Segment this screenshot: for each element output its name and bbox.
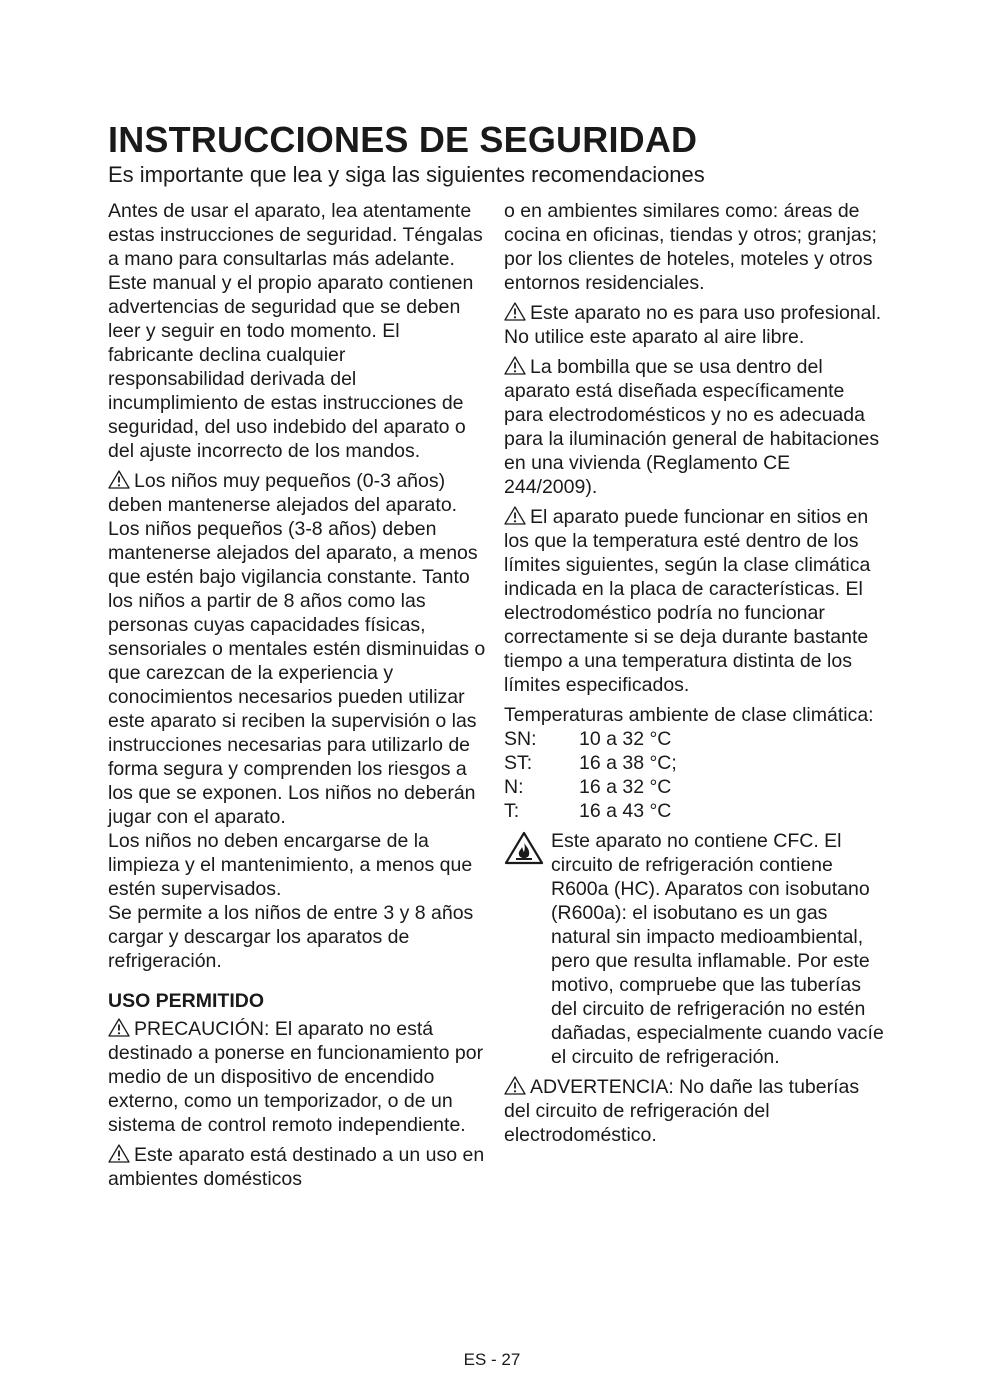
page-title: INSTRUCCIONES DE SEGURIDAD (108, 119, 698, 160)
children-loading-paragraph: Se permite a los niños de entre 3 y 8 años cargar y descargar los aparatos de refrigeración. (108, 902, 474, 972)
page-subtitle: Es importante que lea y siga las siguientes recomendaciones (108, 162, 705, 187)
climate-class-label: ST: (504, 752, 533, 774)
climate-class-range: 16 a 43 °C (579, 800, 672, 822)
caution-paragraph (108, 1017, 486, 1137)
warning-triangle-icon (108, 470, 130, 489)
climate-class-table (504, 727, 677, 823)
pipes-warning-text: ADVERTENCIA: No dañe las tuberías del circuito de refrigeración del electrodoméstico. (504, 1076, 860, 1146)
climate-class-range: 10 a 32 °C (579, 728, 672, 750)
bulb-text: La bombilla que se usa dentro del aparato está diseñada específicamente para electrodomésticos y no es adecuada para la iluminación general de habitaciones en una vivienda (Reglamento CE 244/2009). (504, 356, 880, 498)
page-number: ES - 27 (463, 1350, 521, 1369)
domestic-use-paragraph (108, 1143, 486, 1191)
climate-class-row (504, 751, 677, 775)
warning-triangle-icon (504, 302, 526, 321)
permitted-use-heading: USO PERMITIDO (108, 990, 265, 1012)
pipes-warning-paragraph (504, 1075, 884, 1147)
climate-class-range: 16 a 38 °C; (579, 752, 677, 774)
climate-class-row (504, 799, 677, 823)
domestic-use-text: Este aparato está destinado a un uso en ambientes domésticos (108, 1144, 485, 1190)
warning-triangle-icon (108, 1018, 130, 1037)
warning-triangle-icon (504, 506, 526, 525)
children-warning-text: Los niños muy pequeños (0-3 años) deben mantenerse alejados del aparato. Los niños pequeños (3-8 años) deben mantenerse alejados del aparato, a menos que estén bajo vigilancia constante. Tanto los niños a partir de 8 años como las personas cuyas capacidades físicas, sensoriales o mentales estén disminuidas o que carezcan de la experiencia y conocimientos necesarios pueden utilizar este aparato si reciben la supervisión o las instrucciones necesarias para utilizarlo de forma segura y comprenden los riesgos a los que se exponen. Los niños no deberán jugar con el aparato. (108, 470, 486, 828)
climate-class-label: SN: (504, 728, 537, 750)
not-professional-text: Este aparato no es para uso profesional. No utilice este aparato al aire libre. (504, 302, 882, 348)
warning-triangle-icon (108, 1144, 130, 1163)
climate-class-label: N: (504, 776, 524, 798)
climate-class-row (504, 775, 677, 799)
left-column (108, 199, 486, 1191)
children-cleaning-paragraph: Los niños no deben encargarse de la limpieza y el mantenimiento, a menos que estén supervisados. (108, 830, 473, 900)
climate-class-label: T: (504, 800, 520, 822)
not-professional-paragraph (504, 301, 884, 349)
climate-warning-paragraph (504, 505, 884, 697)
manual-disclaimer-paragraph: Este manual y el propio aparato contienen advertencias de seguridad que se deben leer y seguir en todo momento. El fabricante declina cualquier responsabilidad derivada del incumplimiento de estas instrucciones de seguridad, del uso indebido del aparato o del ajuste incorrecto de los mandos. (108, 272, 474, 462)
caution-text: PRECAUCIÓN: El aparato no está destinado a ponerse en funcionamiento por medio de un dispositivo de encendido externo, como un temporizador, o de un sistema de control remoto independiente. (108, 1018, 484, 1136)
climate-class-row (504, 727, 677, 751)
children-warning-paragraph (108, 469, 486, 829)
cfc-notice-text: Este aparato no contiene CFC. El circuito de refrigeración contiene R600a (HC). Aparatos con isobutano (R600a): el isobutano es un gas natural sin impacto medioambiental, pero que resulta inflamable. Por este motivo, compruebe que las tuberías del circuito de refrigeración no estén dañadas, especialmente cuando vacíe el circuito de refrigeración. (551, 830, 884, 1068)
domestic-use-continued-paragraph: o en ambientes similares como: áreas de cocina en oficinas, tiendas y otros; granjas; por los clientes de hoteles, moteles y otros entornos residenciales. (504, 200, 877, 294)
climate-warning-text: El aparato puede funcionar en sitios en los que la temperatura esté dentro de los límites siguientes, según la clase climática indicada en la placa de características. El electrodoméstico podría no funcionar correctamente si se deja durante bastante tiempo a una temperatura distinta de los límites especificados. (504, 506, 871, 696)
warning-triangle-icon (504, 1076, 526, 1095)
bulb-paragraph (504, 355, 884, 499)
warning-triangle-icon (504, 356, 526, 375)
flammable-warning-icon (504, 831, 544, 865)
climate-class-range: 16 a 32 °C (579, 776, 672, 798)
intro-paragraph: Antes de usar el aparato, lea atentamente estas instrucciones de seguridad. Téngalas a mano para consultarlas más adelante. (108, 200, 483, 270)
cfc-notice-block (504, 829, 884, 1069)
climate-intro-paragraph: Temperaturas ambiente de clase climática: (504, 704, 874, 726)
right-column (504, 199, 884, 1147)
